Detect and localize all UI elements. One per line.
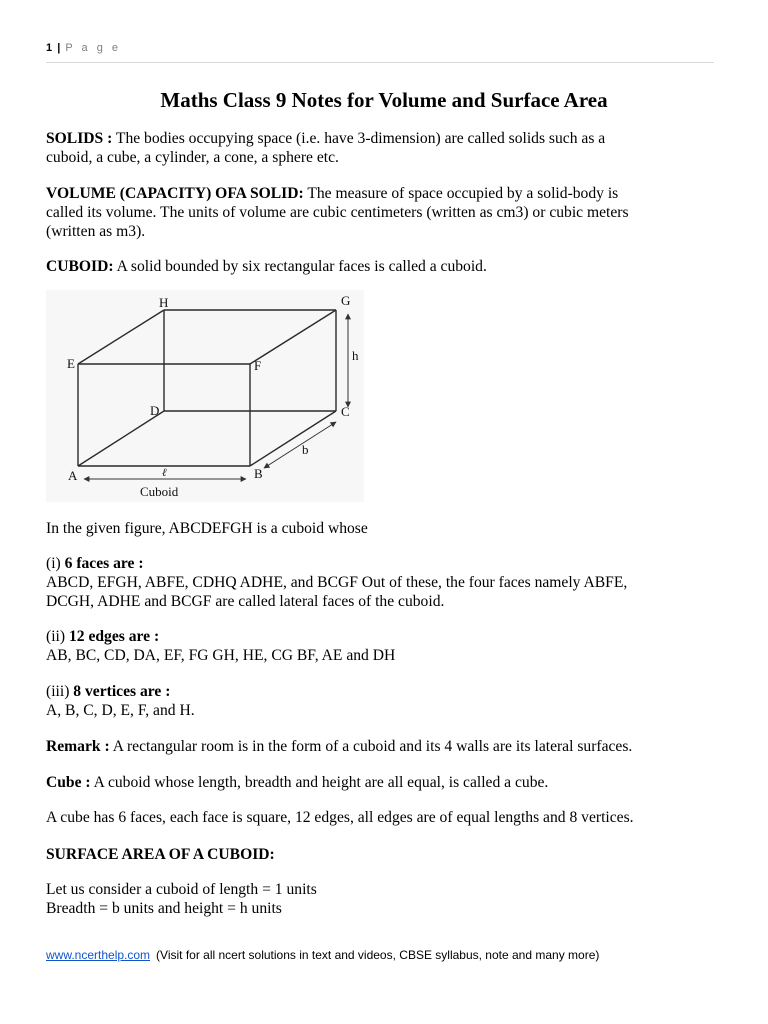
- vertices-prefix: (iii): [46, 683, 74, 700]
- cube-label: Cube :: [46, 774, 91, 791]
- volume-label: VOLUME (CAPACITY) OFA SOLID:: [46, 185, 304, 202]
- vertex-label-h: H: [159, 295, 169, 310]
- volume-paragraph: [46, 184, 726, 241]
- cube-text: A cuboid whose length, breadth and height are all equal, is called a cube.: [90, 774, 549, 791]
- faces-line2: DCGH, ADHE and BCGF are called lateral faces of the cuboid.: [46, 593, 445, 610]
- cuboid-text: A solid bounded by six rectangular faces is called a cuboid.: [113, 258, 487, 275]
- footer-link[interactable]: www.ncerthelp.com: [46, 948, 151, 962]
- breadth-label: b: [302, 442, 309, 457]
- surface-line2: Breadth = b units and height = h units: [46, 900, 282, 917]
- edges-prefix: (ii): [46, 628, 69, 645]
- vertex-label-d: D: [150, 403, 160, 418]
- edge-ad: [78, 411, 164, 466]
- remark-text: A rectangular room is in the form of a cuboid and its 4 walls are its lateral surfaces.: [109, 738, 633, 755]
- vertices-label: 8 vertices are :: [73, 683, 171, 700]
- page-separator: |: [57, 42, 61, 54]
- page-word: P a g e: [65, 42, 121, 54]
- edge-eh: [78, 310, 164, 364]
- page-number: 1: [46, 42, 53, 54]
- volume-text-line2: called its volume. The units of volume are cubic centimeters (written as cm3) or cubic meters: [46, 204, 629, 221]
- edge-bc: [250, 411, 336, 466]
- vertex-label-b: B: [254, 466, 263, 481]
- volume-text-line3: (written as m3).: [46, 223, 146, 240]
- volume-text-line1: The measure of space occupied by a solid-body is: [303, 185, 619, 202]
- solids-label: SOLIDS :: [46, 130, 113, 147]
- solids-paragraph: [46, 129, 726, 167]
- surface-paragraph: [46, 880, 726, 918]
- edges-line1: AB, BC, CD, DA, EF, FG GH, HE, CG BF, AE and DH: [46, 647, 396, 664]
- vertices-paragraph: [46, 682, 726, 720]
- faces-line1: ABCD, EFGH, ABFE, CDHQ ADHE, and BCGF Out of these, the four faces namely ABFE,: [46, 574, 628, 591]
- cube-facts-paragraph: A cube has 6 faces, each face is square, 12 edges, all edges are of equal lengths and 8 vertices.: [46, 809, 634, 826]
- faces-paragraph: [46, 554, 726, 611]
- faces-prefix: (i): [46, 555, 65, 572]
- length-label: ℓ: [162, 467, 167, 479]
- surface-heading-text: SURFACE AREA OF A CUBOID:: [46, 846, 275, 863]
- vertex-label-f: F: [254, 358, 262, 373]
- vertex-label-e: E: [67, 356, 75, 371]
- intro-paragraph: In the given figure, ABCDEFGH is a cuboid whose: [46, 520, 368, 537]
- height-label: h: [352, 348, 359, 363]
- edge-fg: [250, 310, 336, 364]
- vertex-label-a: A: [68, 468, 78, 483]
- solids-text-line1: The bodies occupying space (i.e. have 3-dimension) are called solids such as a: [112, 130, 606, 147]
- faces-label: 6 faces are :: [64, 555, 144, 572]
- cuboid-paragraph: [46, 257, 726, 276]
- vertices-line1: A, B, C, D, E, F, and H.: [46, 702, 195, 719]
- cube-paragraph: [46, 773, 726, 792]
- vertex-label-c: C: [341, 404, 350, 419]
- vertex-label-g: G: [341, 293, 351, 308]
- edges-label: 12 edges are :: [68, 628, 160, 645]
- surface-heading: [46, 845, 726, 864]
- page-header: [46, 42, 714, 63]
- surface-line1: Let us consider a cuboid of length = 1 units: [46, 881, 317, 898]
- document-title: Maths Class 9 Notes for Volume and Surface Area: [160, 88, 608, 112]
- page-footer: [46, 948, 599, 962]
- footer-note: (Visit for all ncert solutions in text and videos, CBSE syllabus, note and many more): [156, 948, 600, 962]
- cuboid-figure: [46, 290, 364, 502]
- remark-paragraph: [46, 737, 726, 756]
- edges-paragraph: [46, 627, 726, 665]
- remark-label: Remark :: [46, 738, 110, 755]
- breadth-arrow: [264, 422, 336, 468]
- solids-text-line2: cuboid, a cube, a cylinder, a cone, a sphere etc.: [46, 149, 339, 166]
- cuboid-label: CUBOID:: [46, 258, 114, 275]
- figure-caption: Cuboid: [140, 484, 179, 499]
